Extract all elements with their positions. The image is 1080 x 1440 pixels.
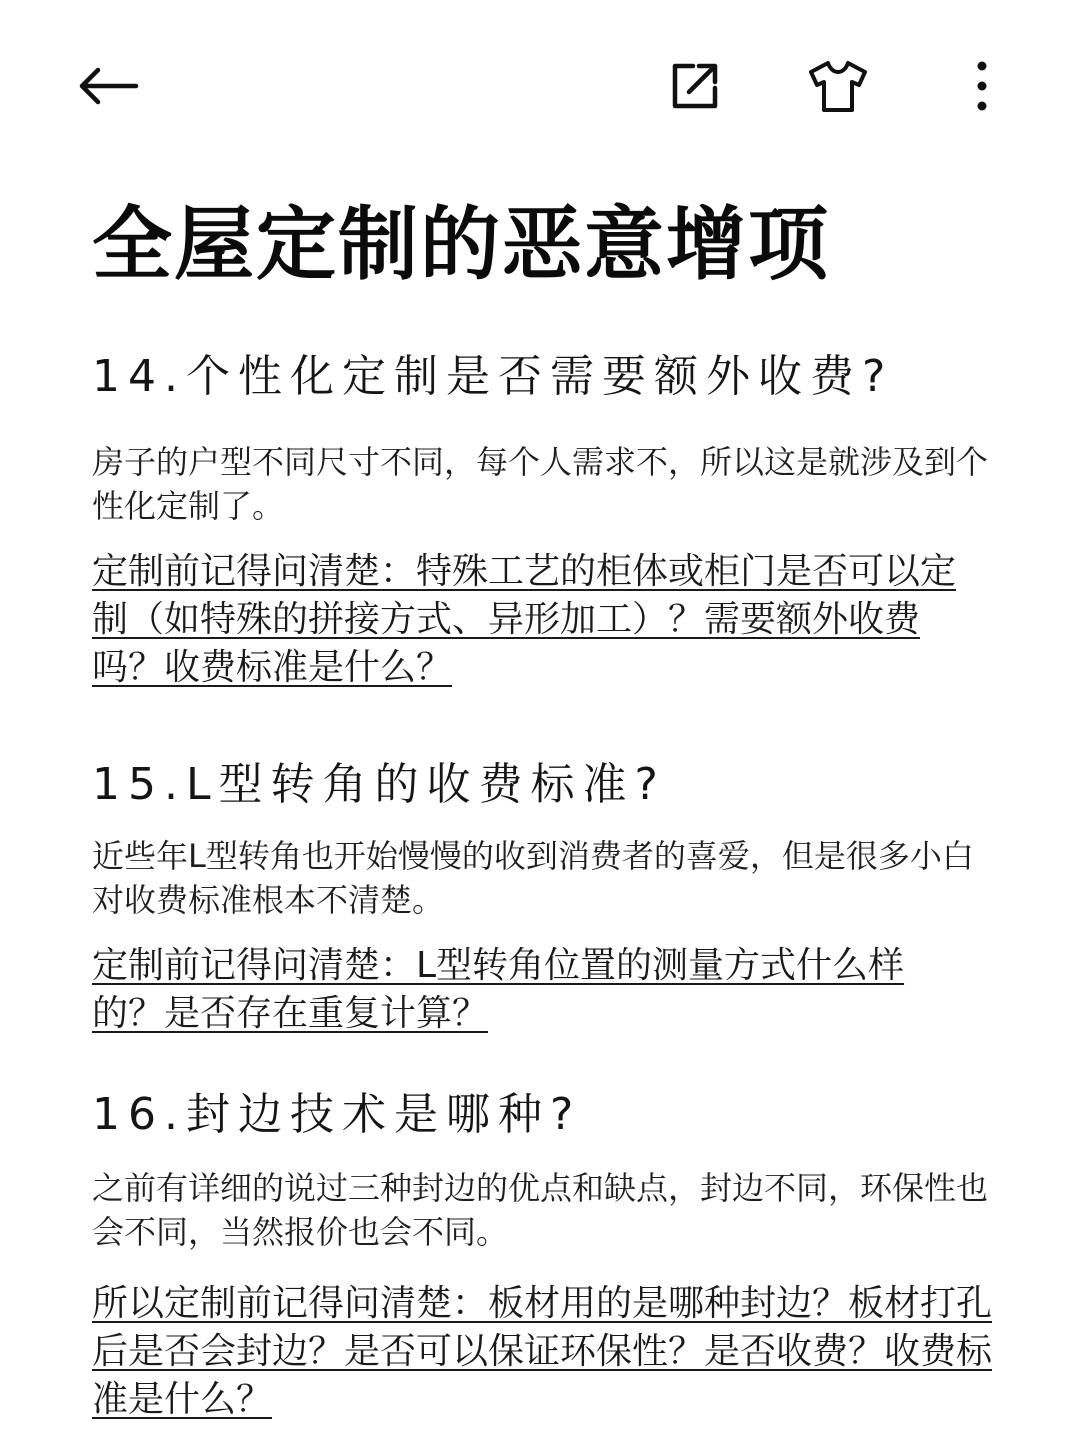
- page-title: 全屋定制的恶意增项: [92, 198, 830, 291]
- section-paragraph: 之前有详细的说过三种封边的优点和缺点，封边不同，环保性也会不同，当然报价也会不同。: [92, 1169, 989, 1251]
- section-paragraph: 房子的户型不同尺寸不同，每个人需求不，所以这是就涉及到个性化定制了。: [92, 443, 989, 525]
- section-15-note-block: [92, 942, 972, 1038]
- section-paragraph: 近些年L型转角也开始慢慢的收到消费者的喜爱，但是很多小白对收费标准根本不清楚。: [92, 837, 974, 919]
- section-heading: 16.封边技术是哪种?: [92, 1089, 582, 1140]
- section-15: [92, 748, 992, 812]
- section-15-body: [92, 834, 992, 922]
- section-heading: 15.L型转角的收费标准?: [92, 759, 666, 810]
- section-16-note-block: [92, 1280, 992, 1424]
- more-vertical-icon: [974, 58, 990, 114]
- arrow-left-icon: [76, 66, 140, 106]
- tshirt-button[interactable]: [798, 46, 878, 126]
- share-icon: [667, 58, 723, 114]
- section-16-body: [92, 1166, 992, 1254]
- more-button[interactable]: [942, 46, 1022, 126]
- section-note: 定制前记得问清楚：L型转角位置的测量方式什么样的？是否存在重复计算？: [92, 945, 905, 1034]
- share-button[interactable]: [655, 46, 735, 126]
- section-14-note-block: [92, 548, 972, 692]
- section-heading: 14.个性化定制是否需要额外收费?: [92, 351, 894, 402]
- section-note: 所以定制前记得问清楚：板材用的是哪种封边？板材打孔后是否会封边？是否可以保证环保性？是否收费？收费标准是什么？: [92, 1283, 993, 1420]
- back-button[interactable]: [68, 46, 148, 126]
- tshirt-icon: [807, 58, 869, 114]
- section-16: [92, 1078, 992, 1142]
- section-14: [92, 340, 992, 404]
- top-toolbar: [0, 0, 1080, 170]
- section-note: 定制前记得问清楚：特殊工艺的柜体或柜门是否可以定制（如特殊的拼接方式、异形加工）？需要额外收费吗？收费标准是什么？: [92, 551, 957, 688]
- section-14-body: [92, 440, 992, 528]
